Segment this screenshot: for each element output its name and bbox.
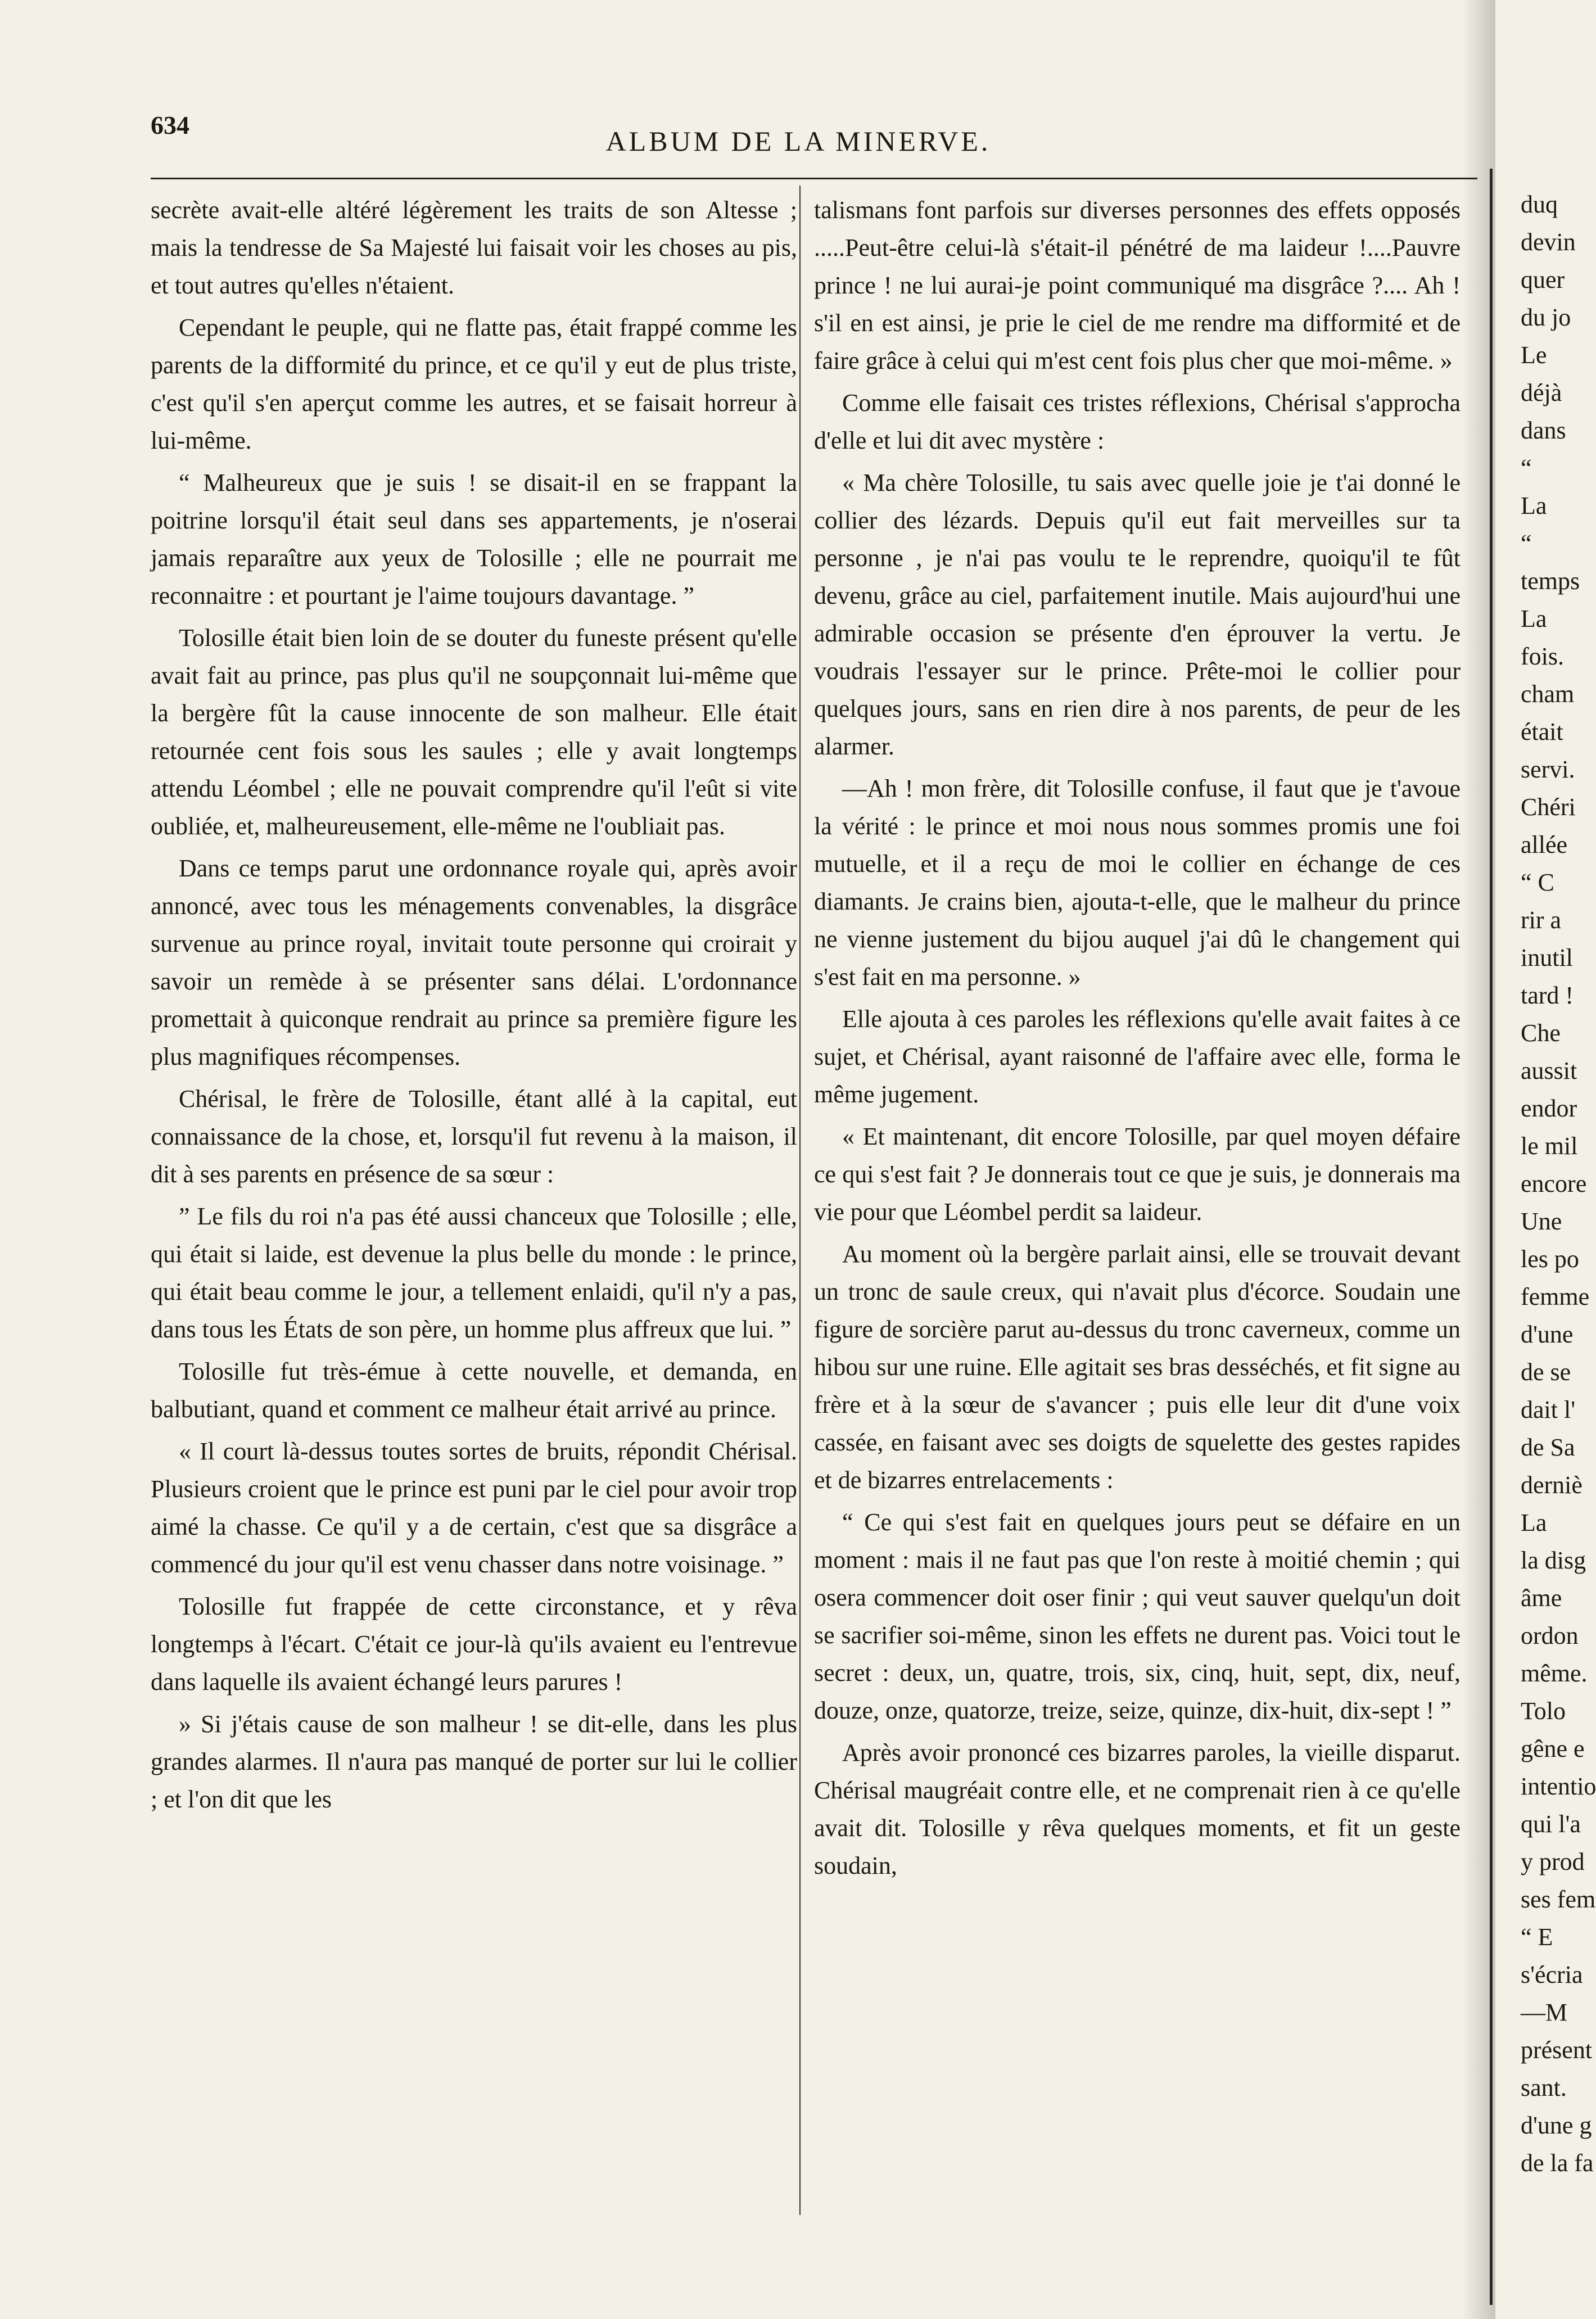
edge-fragment: cham (1521, 680, 1575, 708)
paragraph: « Ma chère Tolosille, tu sais avec quelle joie je t'ai donné le collier des lézards. Depuis qu'il eut fait merveilles sur ta personne , je n'ai pas voulu te le reprendre, quoiqu'il te fût devenu, grâce au ciel, parfaitement inutile. Mais aujourd'hui une admirable occasion se présente d'en éprouver la vertu. Je voudrais l'essayer sur le prince. Prête-moi le collier pour quelques jours, sans en rien dire à nos parents, de peur de les alarmer. (814, 469, 1461, 760)
edge-fragment: temps (1521, 567, 1580, 595)
paragraph: Après avoir prononcé ces bizarres paroles, la vieille disparut. Chérisal maugréait contre elle, et ne comprenait rien à ce qu'elle avait dit. Tolosille y rêva quelques moments, et fit un geste soudain, (814, 1739, 1461, 1879)
edge-fragment: —M (1521, 1999, 1568, 2026)
left-column (151, 191, 797, 1818)
edge-fragment: La (1521, 492, 1547, 519)
facing-page-edge (1490, 169, 1493, 2305)
edge-fragment: devin (1521, 228, 1576, 256)
facing-page-fragments (1521, 186, 1596, 2288)
edge-fragment: fois. (1521, 643, 1564, 670)
edge-fragment: encore (1521, 1170, 1587, 1197)
edge-fragment: endor (1521, 1095, 1577, 1122)
paragraph: ” Le fils du roi n'a pas été aussi chanceux que Tolosille ; elle, qui était si laide, est devenue la plus belle du monde : le prince, qui était beau comme le jour, a tellement enlaidi, qu'il n'y a pas, dans tous les États de son père, un homme plus affreux que lui. ” (151, 1203, 797, 1343)
paragraph: Au moment où la bergère parlait ainsi, elle se trouvait devant un tronc de saule creux, qui n'avait plus d'écorce. Soudain une figure de sorcière parut au-dessus du tronc caverneux, comme un hibou sur une ruine. Elle agitait ses bras desséchés, et fit signe au frère et à la sœur de s'avancer ; puis elle leur dit d'une voix cassée, en faisant avec ses doigts de squelette des gestes rapides et de bizarres entrelacements : (814, 1240, 1461, 1494)
edge-fragment: ordon (1521, 1622, 1579, 1649)
edge-fragment: aussit (1521, 1057, 1577, 1084)
paragraph: Elle ajouta à ces paroles les réflexions qu'elle avait faites à ce sujet, et Chérisal, ayant raisonné de l'affaire avec elle, forma le même jugement. (814, 1005, 1461, 1108)
paragraph: —Ah ! mon frère, dit Tolosille confuse, il faut que je t'avoue la vérité : le prince et moi nous nous sommes promis une foi mutuelle, et il a reçu de moi le collier en échange de ces diamants. Je crains bien, ajouta-t-elle, que le malheur du prince ne vienne justement du bijou auquel j'ai dû le changement qui s'est fait en ma personne. » (814, 775, 1461, 991)
edge-fragment: d'une g (1521, 2112, 1592, 2139)
edge-fragment: quer (1521, 266, 1565, 293)
edge-fragment: La (1521, 605, 1547, 632)
paragraph: “ Malheureux que je suis ! se disait-il en se frappant la poitrine lorsqu'il était seul dans ses appartements, je n'oserai jamais reparaître aux yeux de Tolosille ; elle ne pourrait me reconnaitre : et pourtant je l'aime toujours davantage. ” (151, 469, 797, 609)
edge-fragment: allée (1521, 831, 1568, 858)
paragraph: Comme elle faisait ces tristes réflexions, Chérisal s'approcha d'elle et lui dit avec mystère : (814, 389, 1461, 454)
edge-fragment: derniè (1521, 1471, 1583, 1499)
edge-fragment: Une (1521, 1208, 1562, 1235)
edge-fragment: s'écria (1521, 1961, 1583, 1988)
paragraph: » Si j'étais cause de son malheur ! se dit-elle, dans les plus grandes alarmes. Il n'aura pas manqué de porter sur lui le collier ; et l'on dit que les (151, 1710, 797, 1813)
paragraph: « Et maintenant, dit encore Tolosille, par quel moyen défaire ce qui s'est fait ? Je donnerais tout ce que je suis, je donnerais ma vie pour que Léombel perdit sa laideur. (814, 1123, 1461, 1226)
edge-fragment: gêne e (1521, 1735, 1585, 1762)
edge-fragment: dait l' (1521, 1396, 1576, 1423)
running-head: ALBUM DE LA MINERVE. (605, 125, 991, 157)
edge-fragment: ses fem (1521, 1886, 1596, 1913)
paragraph: talismans font parfois sur diverses personnes des effets opposés .....Peut-être celui-là s'était-il pénétré de ma laideur !....Pauvre prince ! ne lui aurai-je point communiqué ma disgrâce ?.... Ah ! s'il en est ainsi, je prie le ciel de me rendre ma difformité et de faire grâce à celui qui m'est cent fois plus cher que moi-même. » (814, 196, 1461, 374)
edge-fragment: rir a (1521, 906, 1562, 934)
paragraph: « Il court là-dessus toutes sortes de bruits, répondit Chérisal. Plusieurs croient que le prince est puni par le ciel pour avoir trop aimé la chasse. Ce qu'il y a de certain, c'est que sa disgrâce a commencé du jour qu'il est venu chasser dans notre voisinage. ” (151, 1437, 797, 1578)
paragraph: Tolosille fut frappée de cette circonstance, et y rêva longtemps à l'écart. C'était ce jour-là qu'ils avaient eu l'entrevue dans laquelle ils avaient échangé leurs parures ! (151, 1593, 797, 1696)
edge-fragment: “ (1521, 530, 1532, 557)
edge-fragment: de se (1521, 1358, 1571, 1386)
edge-fragment: “ (1521, 454, 1532, 482)
edge-fragment: sant. (1521, 2074, 1567, 2101)
edge-fragment: “ E (1521, 1923, 1553, 1951)
paragraph: “ Ce qui s'est fait en quelques jours peut se défaire en un moment : mais il ne faut pas que l'on reste à moitié chemin ; qui osera commencer doit oser finir ; qui veut sauver quelqu'un doit se sacrifier soi-même, sinon les effets ne durent pas. Voici tout le secret : deux, un, quatre, trois, six, cinq, huit, sept, dix, neuf, douze, onze, quatorze, treize, seize, quinze, dix-huit, dix-sept ! ” (814, 1508, 1461, 1724)
paragraph: Tolosille fut très-émue à cette nouvelle, et demanda, en balbutiant, quand et comment ce malheur était arrivé au prince. (151, 1358, 797, 1423)
paragraph: secrète avait-elle altéré légèrement les traits de son Altesse ; mais la tendresse de Sa Majesté lui faisait voir les choses au pis, et tout autres qu'elles n'étaient. (151, 196, 797, 299)
column-divider (799, 186, 801, 2215)
edge-fragment: présent (1521, 2036, 1593, 2064)
page-number: 634 (151, 111, 189, 139)
edge-fragment: Che (1521, 1019, 1561, 1047)
edge-fragment: même. (1521, 1660, 1588, 1687)
edge-fragment: Chéri (1521, 793, 1576, 821)
edge-fragment: tard ! (1521, 982, 1574, 1009)
edge-fragment: de la fa (1521, 2149, 1594, 2177)
edge-fragment: femme (1521, 1283, 1590, 1310)
edge-fragment: duq (1521, 191, 1558, 218)
edge-fragment: la disg (1521, 1547, 1586, 1574)
edge-fragment: Tolo (1521, 1697, 1566, 1725)
edge-fragment: était (1521, 718, 1563, 745)
right-column (814, 191, 1461, 1884)
edge-fragment: qui l'a (1521, 1810, 1581, 1838)
edge-fragment: les po (1521, 1245, 1579, 1273)
edge-fragment: dans (1521, 417, 1566, 444)
edge-fragment: “ C (1521, 869, 1554, 896)
edge-fragment: déjà (1521, 379, 1562, 406)
header-rule (151, 178, 1477, 179)
edge-fragment: Le (1521, 341, 1547, 369)
edge-fragment: âme (1521, 1584, 1562, 1612)
paragraph: Tolosille était bien loin de se douter du funeste présent qu'elle avait fait au prince, pas plus qu'il ne soupçonnait lui-même que la bergère fût la cause innocente de son malheur. Elle était retournée cent fois sous les saules ; elle y avait longtemps attendu Léombel ; elle ne pouvait comprendre qu'il l'eût si vite oubliée, et, malheureusement, elle-même ne l'oubliait pas. (151, 624, 797, 840)
edge-fragment: intentio (1521, 1773, 1596, 1800)
edge-fragment: y prod (1521, 1848, 1585, 1875)
edge-fragment: servi. (1521, 756, 1575, 783)
edge-fragment: La (1521, 1509, 1547, 1536)
edge-fragment: de Sa (1521, 1434, 1575, 1461)
edge-fragment: inutil (1521, 944, 1573, 971)
paragraph: Cependant le peuple, qui ne flatte pas, était frappé comme les parents de la difformité du prince, et ce qu'il y eut de plus triste, c'est qu'il s'en aperçut comme les autres, et se faisait horreur à lui-même. (151, 314, 797, 454)
edge-fragment: du jo (1521, 304, 1571, 331)
edge-fragment: d'une (1521, 1321, 1574, 1348)
paragraph: Chérisal, le frère de Tolosille, étant allé à la capital, eut connaissance de la chose, et, lorsqu'il fut revenu à la maison, il dit à ses parents en présence de sa sœur : (151, 1085, 797, 1188)
edge-fragment: le mil (1521, 1132, 1578, 1160)
paragraph: Dans ce temps parut une ordonnance royale qui, après avoir annoncé, avec tous les ménagements convenables, la disgrâce survenue au prince royal, invitait toute personne qui croirait y savoir un remède à se présenter sans délai. L'ordonnance promettait à quiconque rendrait au prince sa première figure les plus magnifiques récompenses. (151, 855, 797, 1070)
